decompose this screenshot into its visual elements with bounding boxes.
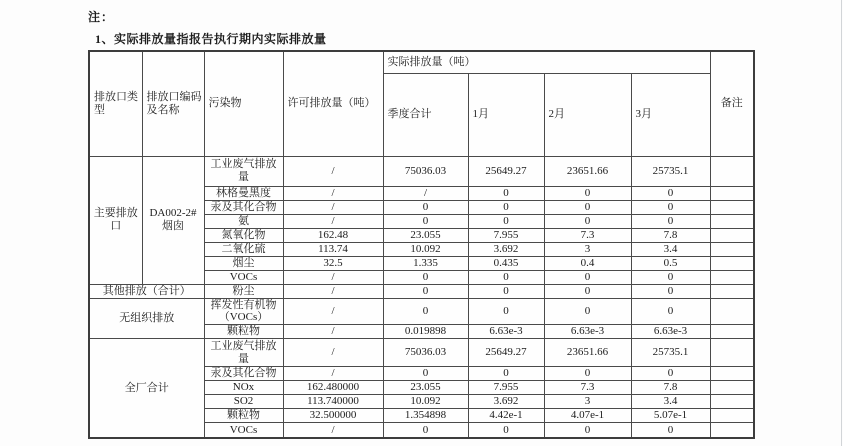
- fugitive-cell: 无组织排放: [89, 298, 204, 339]
- pollutant-cell: 粉尘: [204, 284, 283, 298]
- permitted-cell: 113.740000: [283, 395, 383, 409]
- month1-cell: 0: [468, 270, 544, 284]
- pollutant-cell: 林格曼黑度: [204, 186, 283, 200]
- remark-cell: [710, 228, 754, 242]
- quarter-total-cell: 23.055: [383, 228, 468, 242]
- pollutant-cell: 颗粒物: [204, 409, 283, 423]
- header-outlet-code-name: 排放口编码及名称: [142, 51, 204, 156]
- main-outlet-code-cell: DA002-2#烟囱: [142, 156, 204, 284]
- month3-cell: 0: [631, 200, 710, 214]
- emissions-table: [88, 50, 755, 439]
- remark-cell: [710, 284, 754, 298]
- permitted-cell: 32.5: [283, 256, 383, 270]
- quarter-total-cell: 1.335: [383, 256, 468, 270]
- remark-cell: [710, 186, 754, 200]
- month1-cell: 0: [468, 200, 544, 214]
- month3-cell: 5.07e-1: [631, 409, 710, 423]
- remark-cell: [710, 409, 754, 423]
- other-outlets-cell: 其他排放（合计）: [89, 284, 204, 298]
- month3-cell: 0: [631, 270, 710, 284]
- month1-cell: 0: [468, 423, 544, 438]
- permitted-cell: 113.74: [283, 242, 383, 256]
- month1-cell: 0.435: [468, 256, 544, 270]
- month2-cell: 3: [544, 395, 631, 409]
- pollutant-cell: 烟尘: [204, 256, 283, 270]
- month1-cell: 7.955: [468, 381, 544, 395]
- header-remark: 备注: [710, 51, 754, 156]
- remark-cell: [710, 381, 754, 395]
- pollutant-cell: 氮氧化物: [204, 228, 283, 242]
- month3-cell: 3.4: [631, 242, 710, 256]
- month2-cell: 0: [544, 284, 631, 298]
- month2-cell: 0: [544, 200, 631, 214]
- table-row: [89, 156, 754, 186]
- permitted-cell: /: [283, 325, 383, 339]
- quarter-total-cell: 10.092: [383, 242, 468, 256]
- header-outlet-type: 排放口类型: [89, 51, 142, 156]
- remark-cell: [710, 395, 754, 409]
- header-month-1: 1月: [468, 73, 544, 156]
- remark-cell: [710, 423, 754, 438]
- pollutant-cell: VOCs: [204, 423, 283, 438]
- header-permitted-amount: 许可排放量（吨）: [283, 51, 383, 156]
- quarter-total-cell: 0: [383, 423, 468, 438]
- month1-cell: 7.955: [468, 228, 544, 242]
- quarter-total-cell: 0: [383, 284, 468, 298]
- month2-cell: 0: [544, 186, 631, 200]
- month3-cell: 7.8: [631, 228, 710, 242]
- pollutant-cell: 工业废气排放量: [204, 339, 283, 367]
- main-outlet-type-cell: 主要排放口: [89, 156, 142, 284]
- month3-cell: 0: [631, 214, 710, 228]
- header-month-3: 3月: [631, 73, 710, 156]
- permitted-cell: /: [283, 284, 383, 298]
- quarter-total-cell: 0: [383, 270, 468, 284]
- pollutant-cell: NOx: [204, 381, 283, 395]
- month2-cell: 3: [544, 242, 631, 256]
- quarter-total-cell: 0: [383, 298, 468, 325]
- month2-cell: 0.4: [544, 256, 631, 270]
- month3-cell: 0: [631, 423, 710, 438]
- month3-cell: 25735.1: [631, 156, 710, 186]
- month1-cell: 0: [468, 214, 544, 228]
- note-item-1: 1、实际排放量指报告执行期内实际排放量: [95, 32, 327, 46]
- month2-cell: 0: [544, 423, 631, 438]
- header-quarter-total: 季度合计: [383, 73, 468, 156]
- month2-cell: 7.3: [544, 381, 631, 395]
- pollutant-cell: 挥发性有机物（VOCs）: [204, 298, 283, 325]
- month1-cell: 0: [468, 367, 544, 381]
- month1-cell: 0: [468, 284, 544, 298]
- header-actual-amount-group: 实际排放量（吨）: [383, 51, 710, 73]
- header-month-2: 2月: [544, 73, 631, 156]
- month1-cell: 6.63e-3: [468, 325, 544, 339]
- month2-cell: 0: [544, 298, 631, 325]
- month1-cell: 4.42e-1: [468, 409, 544, 423]
- permitted-cell: /: [283, 270, 383, 284]
- remark-cell: [710, 339, 754, 367]
- month3-cell: 0: [631, 284, 710, 298]
- remark-cell: [710, 256, 754, 270]
- remark-cell: [710, 325, 754, 339]
- pollutant-cell: 工业废气排放量: [204, 156, 283, 186]
- remark-cell: [710, 242, 754, 256]
- month2-cell: 23651.66: [544, 339, 631, 367]
- month1-cell: 0: [468, 298, 544, 325]
- month2-cell: 4.07e-1: [544, 409, 631, 423]
- remark-cell: [710, 367, 754, 381]
- quarter-total-cell: 75036.03: [383, 156, 468, 186]
- month2-cell: 23651.66: [544, 156, 631, 186]
- month3-cell: 0: [631, 367, 710, 381]
- table-row: [89, 339, 754, 367]
- quarter-total-cell: 1.354898: [383, 409, 468, 423]
- plant-total-cell: 全厂合计: [89, 339, 204, 438]
- table-header-row-1: [89, 51, 754, 73]
- permitted-cell: /: [283, 298, 383, 325]
- header-pollutant: 污染物: [204, 51, 283, 156]
- remark-cell: [710, 156, 754, 186]
- quarter-total-cell: 10.092: [383, 395, 468, 409]
- remark-cell: [710, 214, 754, 228]
- month1-cell: 0: [468, 186, 544, 200]
- permitted-cell: /: [283, 186, 383, 200]
- quarter-total-cell: /: [383, 186, 468, 200]
- permitted-cell: 162.48: [283, 228, 383, 242]
- month2-cell: 0: [544, 214, 631, 228]
- pollutant-cell: 汞及其化合物: [204, 367, 283, 381]
- month1-cell: 25649.27: [468, 156, 544, 186]
- permitted-cell: /: [283, 214, 383, 228]
- month2-cell: 0: [544, 367, 631, 381]
- month3-cell: 7.8: [631, 381, 710, 395]
- permitted-cell: /: [283, 339, 383, 367]
- month1-cell: 3.692: [468, 395, 544, 409]
- quarter-total-cell: 23.055: [383, 381, 468, 395]
- remark-cell: [710, 200, 754, 214]
- table-row: [89, 284, 754, 298]
- pollutant-cell: SO2: [204, 395, 283, 409]
- permitted-cell: 32.500000: [283, 409, 383, 423]
- pollutant-cell: 颗粒物: [204, 325, 283, 339]
- month3-cell: 0: [631, 186, 710, 200]
- note-heading: 注：: [88, 10, 115, 24]
- quarter-total-cell: 0: [383, 200, 468, 214]
- permitted-cell: 162.480000: [283, 381, 383, 395]
- month3-cell: 25735.1: [631, 339, 710, 367]
- pollutant-cell: 二氧化硫: [204, 242, 283, 256]
- pollutant-cell: VOCs: [204, 270, 283, 284]
- month1-cell: 3.692: [468, 242, 544, 256]
- table-row: [89, 298, 754, 325]
- month3-cell: 3.4: [631, 395, 710, 409]
- quarter-total-cell: 0.019898: [383, 325, 468, 339]
- month2-cell: 0: [544, 270, 631, 284]
- permitted-cell: /: [283, 156, 383, 186]
- permitted-cell: /: [283, 423, 383, 438]
- month2-cell: 7.3: [544, 228, 631, 242]
- pollutant-cell: 汞及其化合物: [204, 200, 283, 214]
- month3-cell: 0: [631, 298, 710, 325]
- remark-cell: [710, 298, 754, 325]
- quarter-total-cell: 0: [383, 367, 468, 381]
- month3-cell: 0.5: [631, 256, 710, 270]
- page-edge-line: [841, 0, 842, 446]
- month3-cell: 6.63e-3: [631, 325, 710, 339]
- quarter-total-cell: 75036.03: [383, 339, 468, 367]
- month1-cell: 25649.27: [468, 339, 544, 367]
- permitted-cell: /: [283, 367, 383, 381]
- pollutant-cell: 氨: [204, 214, 283, 228]
- remark-cell: [710, 270, 754, 284]
- month2-cell: 6.63e-3: [544, 325, 631, 339]
- quarter-total-cell: 0: [383, 214, 468, 228]
- permitted-cell: /: [283, 200, 383, 214]
